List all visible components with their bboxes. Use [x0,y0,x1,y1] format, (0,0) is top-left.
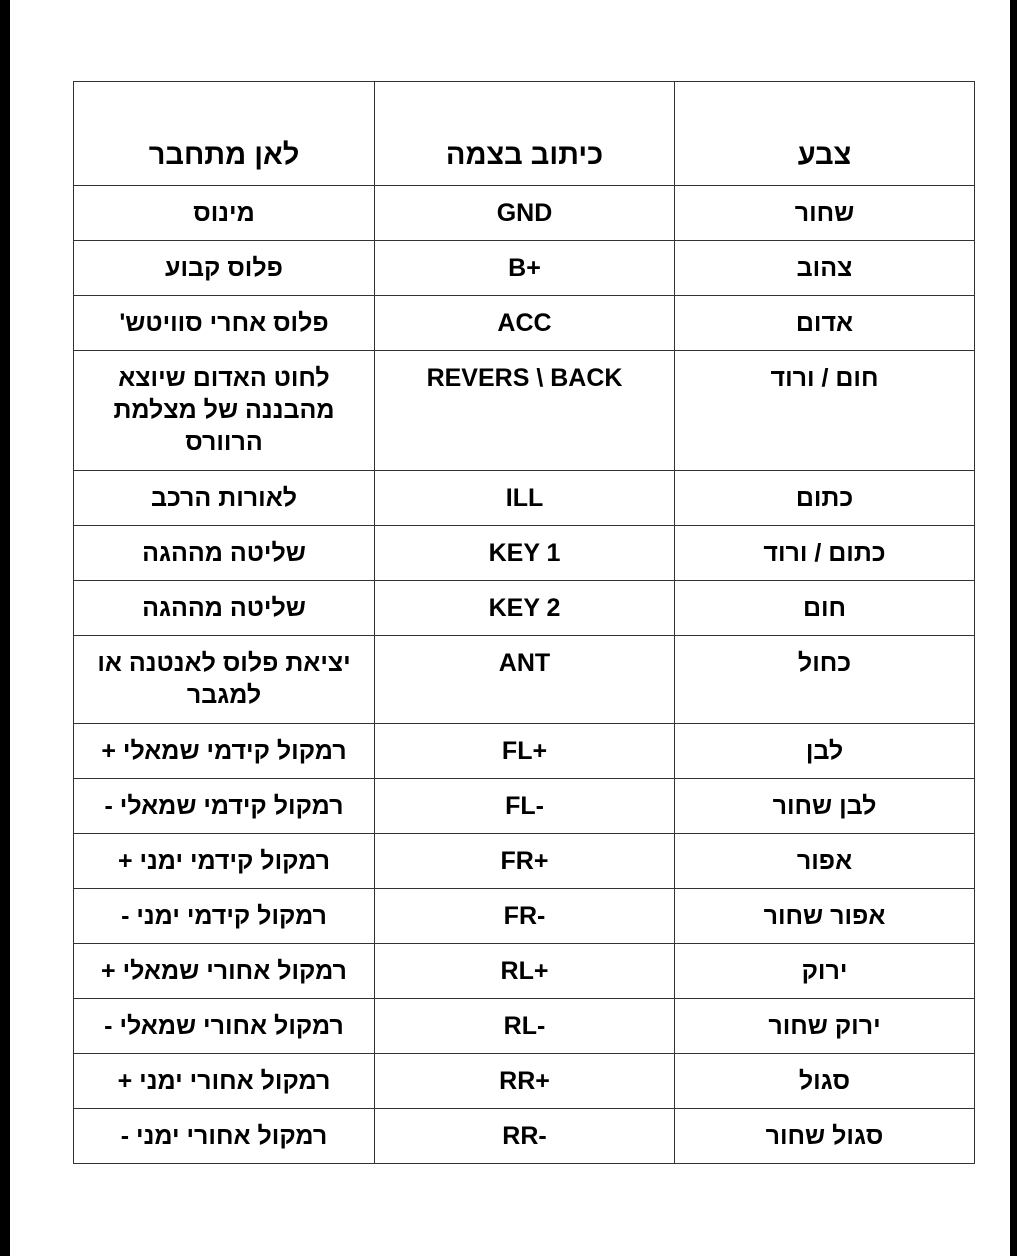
table-row [74,351,975,471]
cell-color: אפור שחור [675,889,975,944]
cell-label: B+ [375,241,675,296]
cell-color: כחול [675,636,975,724]
cell-color: כתום [675,471,975,526]
table-row [74,526,975,581]
cell-label: RL- [375,999,675,1054]
cell-connects-to: רמקול אחורי ימני + [74,1054,375,1109]
table-row [74,636,975,724]
cell-label: REVERS \ BACK [375,351,675,471]
cell-connects-to: לחוט האדום שיוצא מהבננה של מצלמת הרוורס [74,351,375,471]
cell-connects-to: רמקול קידמי ימני + [74,834,375,889]
table-row [74,889,975,944]
cell-connects-to: פלוס קבוע [74,241,375,296]
table-row [74,944,975,999]
cell-label: KEY 2 [375,581,675,636]
header-connects-to: לאן מתחבר [74,82,375,186]
cell-color: חום [675,581,975,636]
cell-connects-to: לאורות הרכב [74,471,375,526]
table-header-row [74,82,975,186]
table-row [74,1054,975,1109]
cell-color: לבן [675,724,975,779]
cell-connects-to: רמקול אחורי שמאלי + [74,944,375,999]
table-row [74,581,975,636]
cell-connects-to: שליטה מההגה [74,526,375,581]
cell-connects-to: מינוס [74,186,375,241]
cell-connects-to: רמקול קידמי ימני - [74,889,375,944]
wiring-table [73,81,975,1164]
cell-color: ירוק שחור [675,999,975,1054]
cell-label: KEY 1 [375,526,675,581]
cell-connects-to: רמקול קידמי שמאלי + [74,724,375,779]
cell-label: FL- [375,779,675,834]
cell-color: סגול שחור [675,1109,975,1164]
cell-color: צהוב [675,241,975,296]
cell-label: ILL [375,471,675,526]
cell-color: ירוק [675,944,975,999]
table-row [74,296,975,351]
cell-color: סגול [675,1054,975,1109]
cell-connects-to: פלוס אחרי סוויטש' [74,296,375,351]
cell-label: FL+ [375,724,675,779]
table-row [74,1109,975,1164]
cell-color: חום / ורוד [675,351,975,471]
cell-color: לבן שחור [675,779,975,834]
cell-label: ACC [375,296,675,351]
table-row [74,779,975,834]
cell-connects-to: רמקול אחורי ימני - [74,1109,375,1164]
table-row [74,834,975,889]
table-row [74,186,975,241]
cell-label: RR- [375,1109,675,1164]
cell-connects-to: רמקול אחורי שמאלי - [74,999,375,1054]
table-row [74,999,975,1054]
cell-label: RL+ [375,944,675,999]
header-color: צבע [675,82,975,186]
document-page [10,0,1010,1256]
table-row [74,241,975,296]
cell-label: FR- [375,889,675,944]
cell-connects-to: שליטה מההגה [74,581,375,636]
table-row [74,471,975,526]
cell-color: כתום / ורוד [675,526,975,581]
cell-color: שחור [675,186,975,241]
cell-label: ANT [375,636,675,724]
cell-label: FR+ [375,834,675,889]
cell-connects-to: יציאת פלוס לאנטנה או למגבר [74,636,375,724]
cell-color: אפור [675,834,975,889]
table-row [74,724,975,779]
header-label: כיתוב בצמה [375,82,675,186]
cell-connects-to: רמקול קידמי שמאלי - [74,779,375,834]
cell-label: RR+ [375,1054,675,1109]
cell-color: אדום [675,296,975,351]
cell-label: GND [375,186,675,241]
